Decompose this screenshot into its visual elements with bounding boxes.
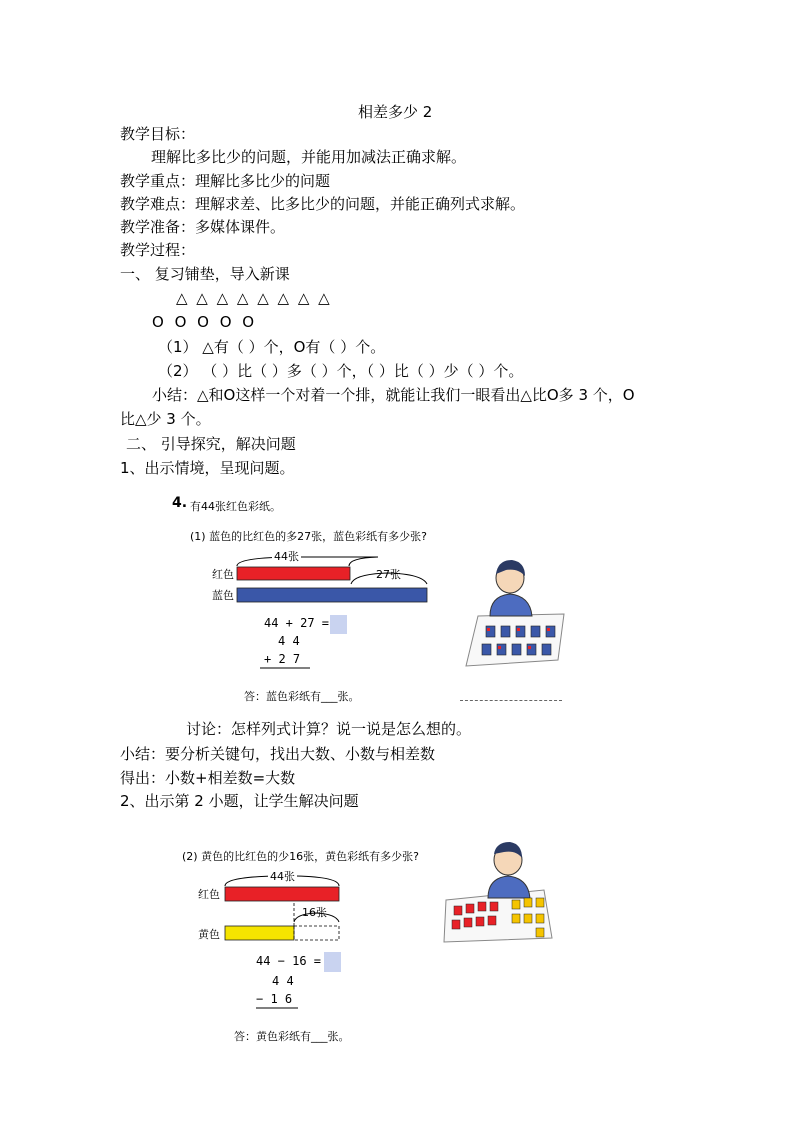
column-addend-1: 4 4	[278, 634, 300, 648]
blue-bar	[237, 588, 427, 602]
section-2-heading: 二、 引导探究，解决问题	[126, 435, 296, 453]
figure-1-heading: 有44张红色彩纸。	[190, 500, 281, 513]
figure-1-answer: 答：蓝色彩纸有___张。	[244, 690, 360, 703]
blue-label: 蓝色	[212, 589, 234, 602]
boy-shirt	[490, 594, 532, 616]
column-subtrahend: − 1 6	[256, 992, 293, 1006]
boy-with-red-yellow-cards-illustration	[440, 838, 556, 948]
discussion: 讨论：怎样列式计算？说一说是怎么想的。	[186, 720, 472, 738]
step-1: 1、出示情境，呈现问题。	[120, 459, 295, 477]
difficulty: 教学难点：理解求差、比多比少的问题，并能正确列式求解。	[120, 195, 526, 213]
table-mat	[466, 614, 564, 666]
summary-2: 小结：要分析关键句，找出大数、小数与相差数	[120, 745, 436, 763]
red-label: 红色	[198, 888, 220, 901]
gap-dashed-box	[294, 926, 339, 940]
brace-44-label: 44张	[270, 870, 295, 883]
preparation: 教学准备：多媒体课件。	[120, 218, 286, 236]
question-2: （2） （ ）比（ ）多（ ）个，（ ）比（ ）少（ ）个。	[158, 362, 524, 380]
figure-2-bar-diagram	[176, 840, 446, 1050]
figure-2	[176, 840, 446, 1050]
summary-1-line-1: 小结：△和O这样一个对着一个排，就能让我们一眼看出△比O多 3 个，O	[152, 386, 635, 404]
process-label: 教学过程：	[120, 241, 196, 259]
figure-1-question: (1) 蓝色的比红色的多27张，蓝色彩纸有多少张?	[190, 530, 427, 543]
column-addend-2: + 2 7	[264, 652, 301, 666]
summary-1-line-2: 比△少 3 个。	[120, 410, 211, 428]
key-point: 教学重点：理解比多比少的问题	[120, 172, 331, 190]
triangle-row: △ △ △ △ △ △ △ △	[176, 289, 330, 307]
red-bar	[225, 887, 339, 901]
figure-1-number: 4.	[172, 495, 188, 511]
circle-row: O O O O O	[152, 313, 255, 331]
boy-shirt	[488, 876, 530, 898]
answer-box	[330, 615, 347, 634]
red-label: 红色	[212, 568, 234, 581]
dashed-line	[460, 700, 562, 701]
brace-44-label: 44张	[274, 550, 299, 563]
step-2: 2、出示第 2 小题，让学生解决问题	[120, 792, 359, 810]
goal-label: 教学目标：	[120, 125, 196, 143]
equation: 44 − 16 =	[256, 954, 322, 968]
yellow-label: 黄色	[198, 928, 220, 941]
section-1-heading: 一、 复习铺垫，导入新课	[120, 265, 290, 283]
equation: 44 + 27 =	[264, 616, 330, 630]
red-bar	[237, 567, 350, 580]
boy-with-cards-illustration	[460, 556, 566, 668]
derivation: 得出：小数+相差数=大数	[120, 769, 296, 787]
goal-text: 理解比多比少的问题，并能用加减法正确求解。	[151, 148, 467, 166]
answer-box	[324, 952, 341, 972]
page-title: 相差多少 2	[358, 103, 433, 121]
brace-44	[237, 557, 378, 566]
column-minuend: 4 4	[272, 974, 294, 988]
brace-27-label: 27张	[376, 568, 401, 581]
question-1: （1） △有（ ）个，O有（ ）个。	[158, 338, 386, 356]
brace-16-label: 16张	[302, 906, 327, 919]
yellow-bar	[225, 926, 294, 940]
figure-2-question: (2) 黄色的比红色的少16张，黄色彩纸有多少张?	[182, 850, 419, 863]
figure-2-answer: 答：黄色彩纸有___张。	[234, 1030, 350, 1043]
